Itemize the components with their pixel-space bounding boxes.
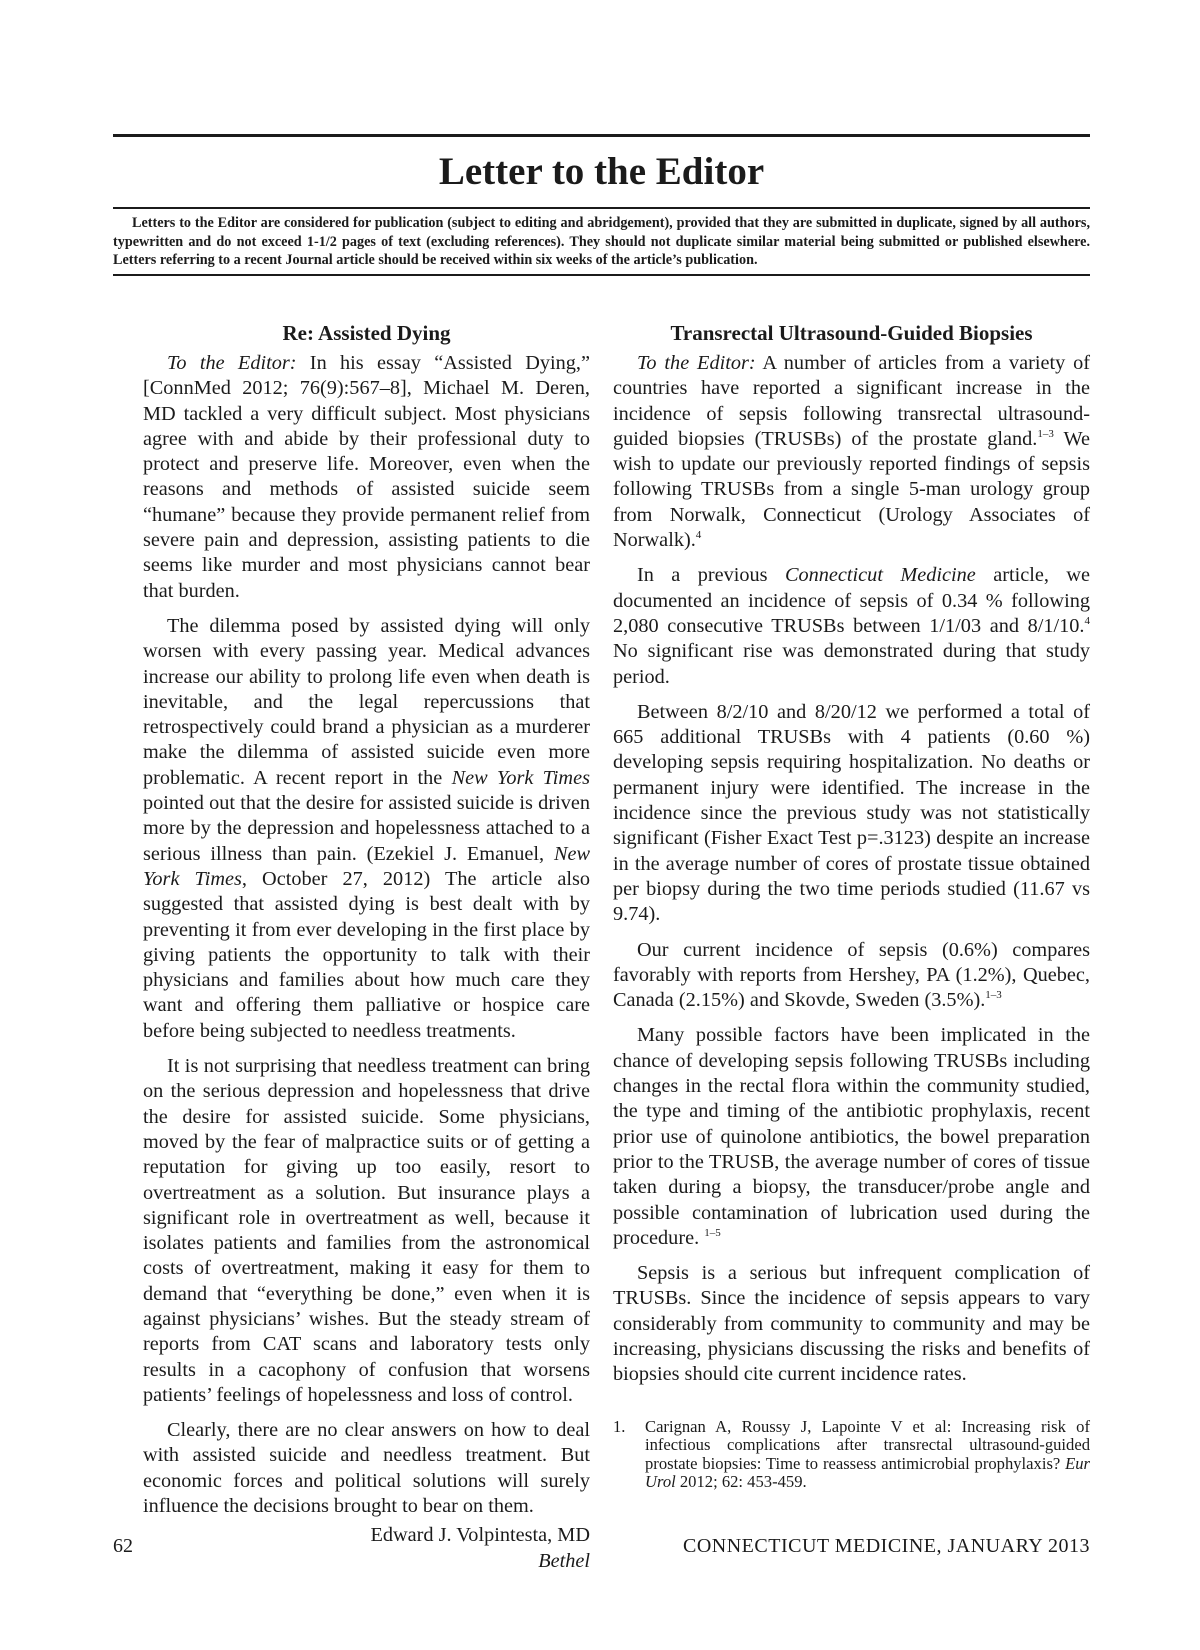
letter1-paragraph-1: To the Editor: In his essay “Assisted Dying,” [ConnMed 2012; 76(9):567–8], Michael M. Deren, MD tackled a very difficult subject. Most physicians agree with and abide by their professional duty to protect and preserve life. Moreover, even when the reasons and methods of assisted suicide seem “humane” because they provide permanent relief from severe pain and depression, assisting patients to die seems like murder and most physicians cannot bear that burden.	[143, 352, 590, 602]
letter2-paragraph-1: To the Editor: A number of articles from a variety of countries have reported a significant increase in the incidence of sepsis following transrectal ultrasound-guided biopsies (TRUSBs) of the prostate gland.$^{1-3}$ We wish to update our previously reported findings of sepsis following TRUSBs from a single 5-man urology group from Norwalk, Connecticut (Urology Associates of Norwalk).$^4$	[613, 352, 1090, 552]
letter2-paragraph-4: Our current incidence of sepsis (0.6%) compares favorably with reports from Hershey, PA (1.2%), Quebec, Canada (2.15%) and Skovde, Sweden (3.5%).$^{1-3}$	[613, 938, 1090, 1012]
reference-list	[613, 1418, 1090, 1492]
citation-sup: 1–3	[1037, 428, 1054, 441]
right-column	[613, 320, 1090, 1492]
letter1-paragraph-4: Clearly, there are no clear answers on how to deal with assisted suicide and needless treatment. But economic forces and political solutions will surely influence the decisions brought to bear on them.	[143, 1419, 590, 1518]
letter2-paragraph-2: In a previous Connecticut Medicine article, we documented an incidence of sepsis of 0.34 % following 2,080 consecutive TRUSBs between 1/1/03 and 8/1/10.$^4$ No significant rise was demonstrated during that study period.	[613, 564, 1090, 688]
citation-sup: 4	[695, 529, 702, 542]
letter1-paragraph-3: It is not surprising that needless treatment can bring on the serious depression and hopelessness that drive the desire for assisted suicide. Some physicians, moved by the fear of malpractice suits or of getting a reputation for giving up too easily, resort to overtreatment as a solution. But insurance plays a significant role in overtreatment as well, because it isolates patients and families from the astronomical costs of overtreatment, making it easy for them to demand that “everything be done,” even when it is against physicians’ wishes. But the steady stream of reports from CAT scans and laboratory tests only results in a cacophony of confusion that worsens patients’ feelings of hopelessness and loss of control.	[143, 1055, 590, 1406]
page-number: 62	[113, 1535, 133, 1557]
letter-heading-assisted-dying: Re: Assisted Dying	[282, 321, 451, 345]
reference-number: 1.	[613, 1416, 626, 1436]
salutation: To the Editor:	[167, 352, 297, 374]
citation-sup: 4	[1084, 615, 1090, 628]
signature-place: Bethel	[538, 1549, 590, 1572]
salutation: To the Editor:	[637, 352, 756, 374]
top-rule	[113, 134, 1090, 137]
note-rule	[113, 274, 1090, 276]
letter2-paragraph-3: Between 8/2/10 and 8/20/12 we performed a total of 665 additional TRUSBs with 4 patients (0.60 %) developing sepsis requiring hospitalization. No deaths or permanent injury were identified. The increase in the incidence since the previous study was not statistically significant (Fisher Exact Test p=.3123) despite an increase in the average number of cores of prostate tissue obtained per biopsy during the two time periods studied (11.67 vs 9.74).	[613, 700, 1090, 926]
reference-text: Carignan A, Roussy J, Lapointe V et al: Increasing risk of infectious complications after transrectal ultrasound-guided prostate biopsies: Time to reassess antimicrobial prophylaxis? Eur Urol 2012; 62: 453-459.	[645, 1416, 1090, 1492]
reference-item	[613, 1418, 1090, 1492]
title-rule	[113, 207, 1090, 209]
letter-heading-trusb: Transrectal Ultrasound-Guided Biopsies	[670, 321, 1033, 345]
editorial-note: Letters to the Editor are considered for publication (subject to editing and abridgement), provided that they are submitted in duplicate, signed by all authors, typewritten and do not exceed 1-1/2 pages of text (excluding references). They should not duplicate similar material being submitted or published elsewhere. Letters referring to a recent Journal article should be received within six weeks of the article’s publication.	[113, 215, 1090, 268]
page-title: Letter to the Editor	[438, 150, 765, 193]
citation-sup: 1–5	[704, 1227, 721, 1240]
letter2-paragraph-5: Many possible factors have been implicated in the chance of developing sepsis following TRUSBs including changes in the rectal flora within the community studied, the type and timing of the antibiotic prophylaxis, recent prior use of quinolone antibiotics, the bowel preparation prior to the TRUSB, the average number of cores of tissue taken during a biopsy, the transducer/probe angle and possible contamination of lubrication used during the procedure. $^{1-5}$	[613, 1024, 1090, 1249]
signature-name: Edward J. Volpintesta, MD	[370, 1524, 590, 1547]
citation-sup: 1–3	[985, 989, 1002, 1002]
journal-footer: CONNECTICUT MEDICINE, JANUARY 2013	[683, 1535, 1090, 1557]
letter1-paragraph-2: The dilemma posed by assisted dying will only worsen with every passing year. Medical advances increase our ability to prolong life even when death is inevitable, and the legal repercussions that retrospectively could brand a physician as a murderer make the dilemma of assisted suicide even more problematic. A recent report in the New York Times pointed out that the desire for assisted suicide is driven more by the depression and hopelessness attached to a serious illness than pain. (Ezekiel J. Emanuel, New York Times, October 27, 2012) The article also suggested that assisted dying is best dealt with by preventing it from ever developing in the first place by giving patients the opportunity to talk with their physicians and families about how much care they want and offering them palliative or hospice care before being subjected to needless treatments.	[143, 614, 591, 1042]
left-column	[143, 320, 590, 1574]
letter2-paragraph-6: Sepsis is a serious but infrequent complication of TRUSBs. Since the incidence of sepsis appears to vary considerably from community to community and may be increasing, physicians discussing the risks and benefits of biopsies should cite current incidence rates.	[613, 1262, 1090, 1386]
